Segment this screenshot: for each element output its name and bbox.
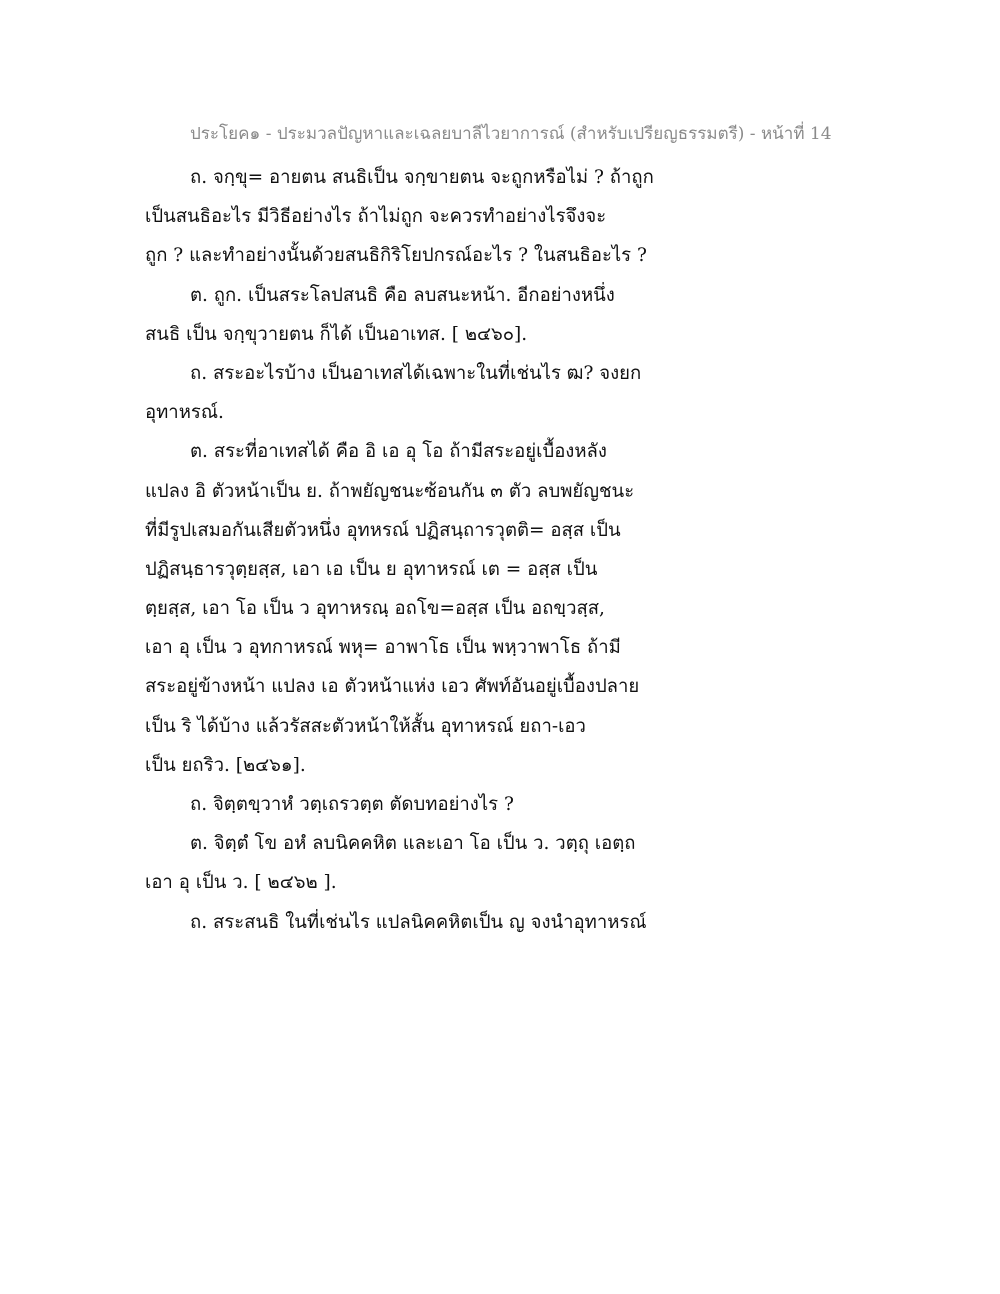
text-line: ปฏิสนฺธารวุตฺยสฺส, เอา เอ เป็น ย อุทาหรณ์ เต = อสฺส เป็น xyxy=(145,558,598,580)
question-line: ถ. จกฺขุ= อายตน สนธิเป็น จกฺขายตน จะถูกหรือไม่ ? ถ้าถูก xyxy=(190,167,654,188)
text-line: ที่มีรูปเสมอกันเสียตัวหนึ่ง อุทหรณ์ ปฏิสนฺถารวุตติ= อสฺส เป็น xyxy=(145,519,621,541)
running-header: ประโยค๑ - ประมวลปัญหาและเฉลยบาลีไวยาการณ์ (สำหรับเปรียญธรรมตรี) - หน้าที่ 14 xyxy=(190,124,832,144)
question-line: ถ. สระสนธิ ในที่เช่นไร แปลนิคคหิตเป็น ญ จงนำอุทาหรณ์ xyxy=(190,911,647,933)
text-line: ถูก ? และทำอย่างนั้นด้วยสนธิกิริโยปกรณ์อะไร ? ในสนธิอะไร ? xyxy=(145,245,647,267)
answer-line: ต. สระที่อาเทสได้ คือ อิ เอ อุ โอ ถ้ามีสระอยู่เบื้องหลัง xyxy=(190,441,607,463)
text-line: เอา อุ เป็น ว. [ ๒๔๖๒ ]. xyxy=(145,872,337,894)
answer-line: ต. ถูก. เป็นสระโลปสนธิ คือ ลบสนะหน้า. อีกอย่างหนึ่ง xyxy=(190,284,615,306)
text-line: แปลง อิ ตัวหน้าเป็น ย. ถ้าพยัญชนะซ้อนกัน ๓ ตัว ลบพยัญชนะ xyxy=(145,480,635,502)
text-line: เป็นสนธิอะไร มีวิธีอย่างไร ถ้าไม่ถูก จะควรทำอย่างไรจึงจะ xyxy=(145,206,607,228)
text-line: ตฺยสฺส, เอา โอ เป็น ว อุทาหรณฺ อถโข=อสฺส เป็น อถขฺวสฺส, xyxy=(145,598,605,620)
text-line: อุทาหรณ์. xyxy=(145,402,224,424)
text-line: เป็น ริ ได้บ้าง แล้วรัสสะตัวหน้าให้สั้น อุทาหรณ์ ยถา-เอว xyxy=(145,715,586,737)
text-line: สระอยู่ข้างหน้า แปลง เอ ตัวหน้าแห่ง เอว ศัพท์อันอยู่เบื้องปลาย xyxy=(145,676,640,698)
text-line: เป็น ยถริว. [๒๔๖๑]. xyxy=(145,754,306,776)
text-line: เอา อุ เป็น ว อุทกาหรณ์ พหุ= อาพาโธ เป็น พหฺวาพาโธ ถ้ามี xyxy=(145,637,621,659)
question-line: ถ. สระอะไรบ้าง เป็นอาเทสได้เฉพาะในที่เช่นไร ฒ? จงยก xyxy=(190,362,642,384)
document-body xyxy=(145,158,675,942)
question-line: ถ. จิตฺตขฺวาหํ วตฺเถรวตฺต ตัดบทอย่างไร ? xyxy=(190,794,514,815)
answer-line: ต. จิตฺตํ โข อหํ ลบนิคคหิต และเอา โอ เป็น ว. วตฺถุ เอตฺถ xyxy=(190,833,636,855)
text-line: สนธิ เป็น จกฺขุวายตน ก็ได้ เป็นอาเทส. [ ๒๔๖๐]. xyxy=(145,323,528,345)
